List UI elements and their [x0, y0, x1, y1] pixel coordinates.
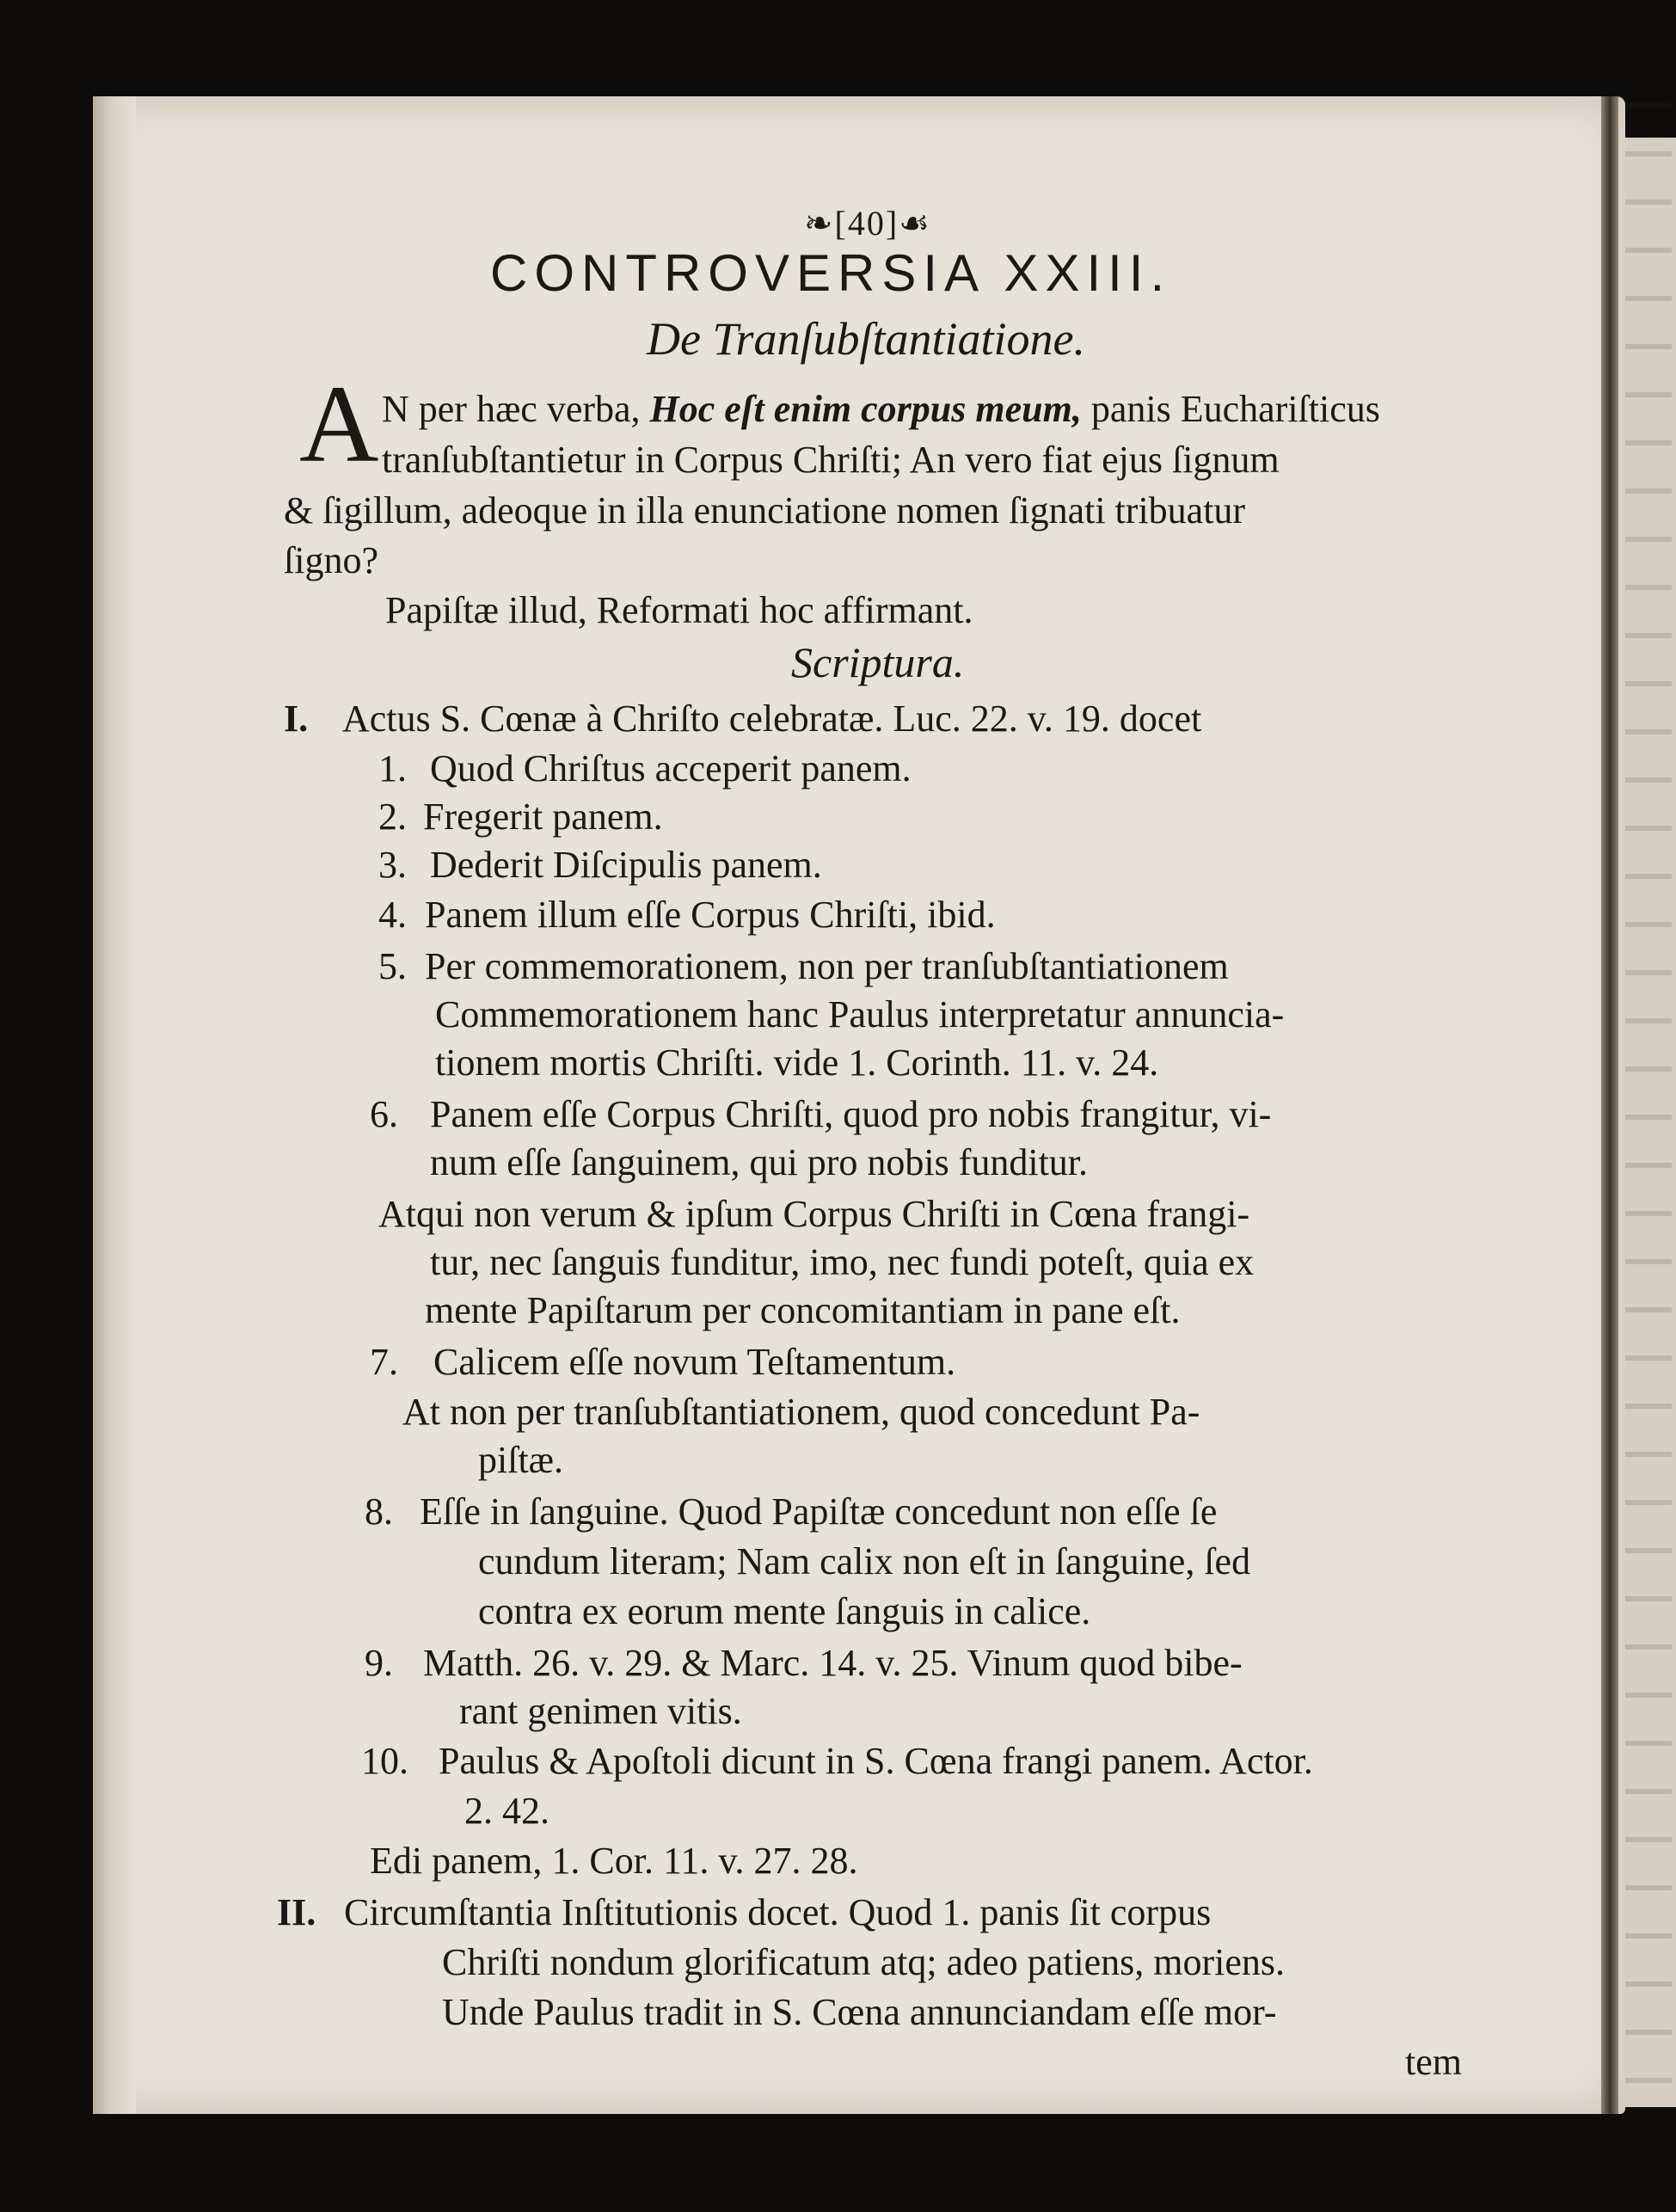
list-item-text: Panem illum eſſe Corpus Chriſti, ibid.	[425, 894, 996, 936]
list-item: 8.	[365, 1490, 393, 1533]
list-item-text: Matth. 26. v. 29. & Marc. 14. v. 25. Vinum quod bibe-	[423, 1642, 1243, 1684]
positions-statement: Papiſtæ illud, Reformati hoc affirmant.	[385, 589, 973, 631]
list-item: 1.	[378, 747, 407, 790]
list-item: II.	[277, 1891, 316, 1933]
list-item-text: mente Papiſtarum per concomitantiam in pane eſt.	[425, 1289, 1181, 1331]
list-item: 10.	[361, 1740, 408, 1782]
catchword: tem	[1405, 2041, 1462, 2083]
list-item: I.	[284, 697, 309, 740]
list-item-text: Dederit Diſcipulis panem.	[430, 844, 822, 886]
list-item-text: cundum literam; Nam calix non eſt in ſanguine, ſed	[478, 1540, 1251, 1582]
list-item: 6.	[370, 1093, 398, 1135]
list-item: 2.	[378, 796, 407, 838]
list-item-text: tur, nec ſanguis funditur, imo, nec fundi poteſt, quia ex	[430, 1241, 1255, 1283]
list-item: 5.	[378, 945, 407, 987]
list-item: 7.	[370, 1341, 398, 1383]
list-item-text: Calicem eſſe novum Teſtamentum.	[433, 1341, 956, 1383]
page-number: ❧[40]☙	[804, 204, 932, 243]
list-item-text: Atqui non verum & ipſum Corpus Chriſti in Cœna frangi-	[378, 1193, 1250, 1235]
list-item-text: piſtæ.	[478, 1439, 564, 1481]
list-item-text: rant genimen vitis.	[459, 1690, 742, 1732]
list-item-text: 2. 42.	[464, 1790, 549, 1832]
list-item-text: Eſſe in ſanguine. Quod Papiſtæ concedunt non eſſe ſe	[420, 1490, 1218, 1533]
list-item: 4.	[378, 894, 407, 936]
list-item: 3.	[378, 844, 407, 886]
question-line-3: & ſigillum, adeoque in illa enunciatione nomen ſignati tribuatur	[284, 489, 1246, 531]
list-item-text: Fregerit panem.	[423, 796, 663, 838]
list-item-text: Quod Chriſtus acceperit panem.	[430, 747, 912, 790]
question-line-1: N per hæc verba, Hoc eſt enim corpus meum, panis Euchariſticus	[382, 388, 1380, 430]
ornament-left-icon: ❧	[804, 204, 835, 243]
list-item-text: num eſſe ſanguinem, qui pro nobis funditur.	[430, 1141, 1089, 1183]
list-item-text: Commemorationem hanc Paulus interpretatur annuncia-	[435, 993, 1285, 1035]
question-line-2: tranſubſtantietur in Corpus Chriſti; An vero fiat ejus ſignum	[382, 439, 1280, 481]
list-item: 9.	[365, 1642, 393, 1684]
list-item-text: Per commemorationem, non per tranſubſtantiationem	[425, 945, 1229, 987]
list-item-text: Panem eſſe Corpus Chriſti, quod pro nobis frangitur, vi-	[430, 1093, 1272, 1135]
drop-cap: A	[299, 363, 379, 485]
list-item-text: Circumſtantia Inſtitutionis docet. Quod 1. panis ſit corpus	[344, 1891, 1212, 1933]
list-item-text: contra ex eorum mente ſanguis in calice.	[478, 1590, 1091, 1632]
page-subtitle: De Tranſubſtantiatione.	[647, 313, 1086, 365]
list-item-text: Edi panem, 1. Cor. 11. v. 27. 28.	[370, 1840, 858, 1882]
ornament-right-icon: ☙	[899, 204, 932, 243]
list-item-text: Unde Paulus tradit in S. Cœna annunciandam eſſe mor-	[442, 1991, 1277, 2033]
list-item-text: Chriſti nondum glorificatum atq; adeo patiens, moriens.	[442, 1941, 1286, 1983]
list-item-text: Actus S. Cœnæ à Chriſto celebratæ. Luc. 22. v. 19. docet	[342, 697, 1202, 740]
section-heading: Scriptura.	[791, 638, 965, 686]
list-item-text: tionem mortis Chriſti. vide 1. Corinth. 11. v. 24.	[435, 1041, 1159, 1084]
list-item-text: Paulus & Apoſtoli dicunt in S. Cœna frangi panem. Actor.	[439, 1740, 1313, 1782]
page-title: CONTROVERSIA XXIII.	[490, 244, 1172, 302]
list-item-text: At non per tranſubſtantiationem, quod concedunt Pa-	[402, 1391, 1200, 1433]
question-line-4: ſigno?	[284, 539, 378, 581]
